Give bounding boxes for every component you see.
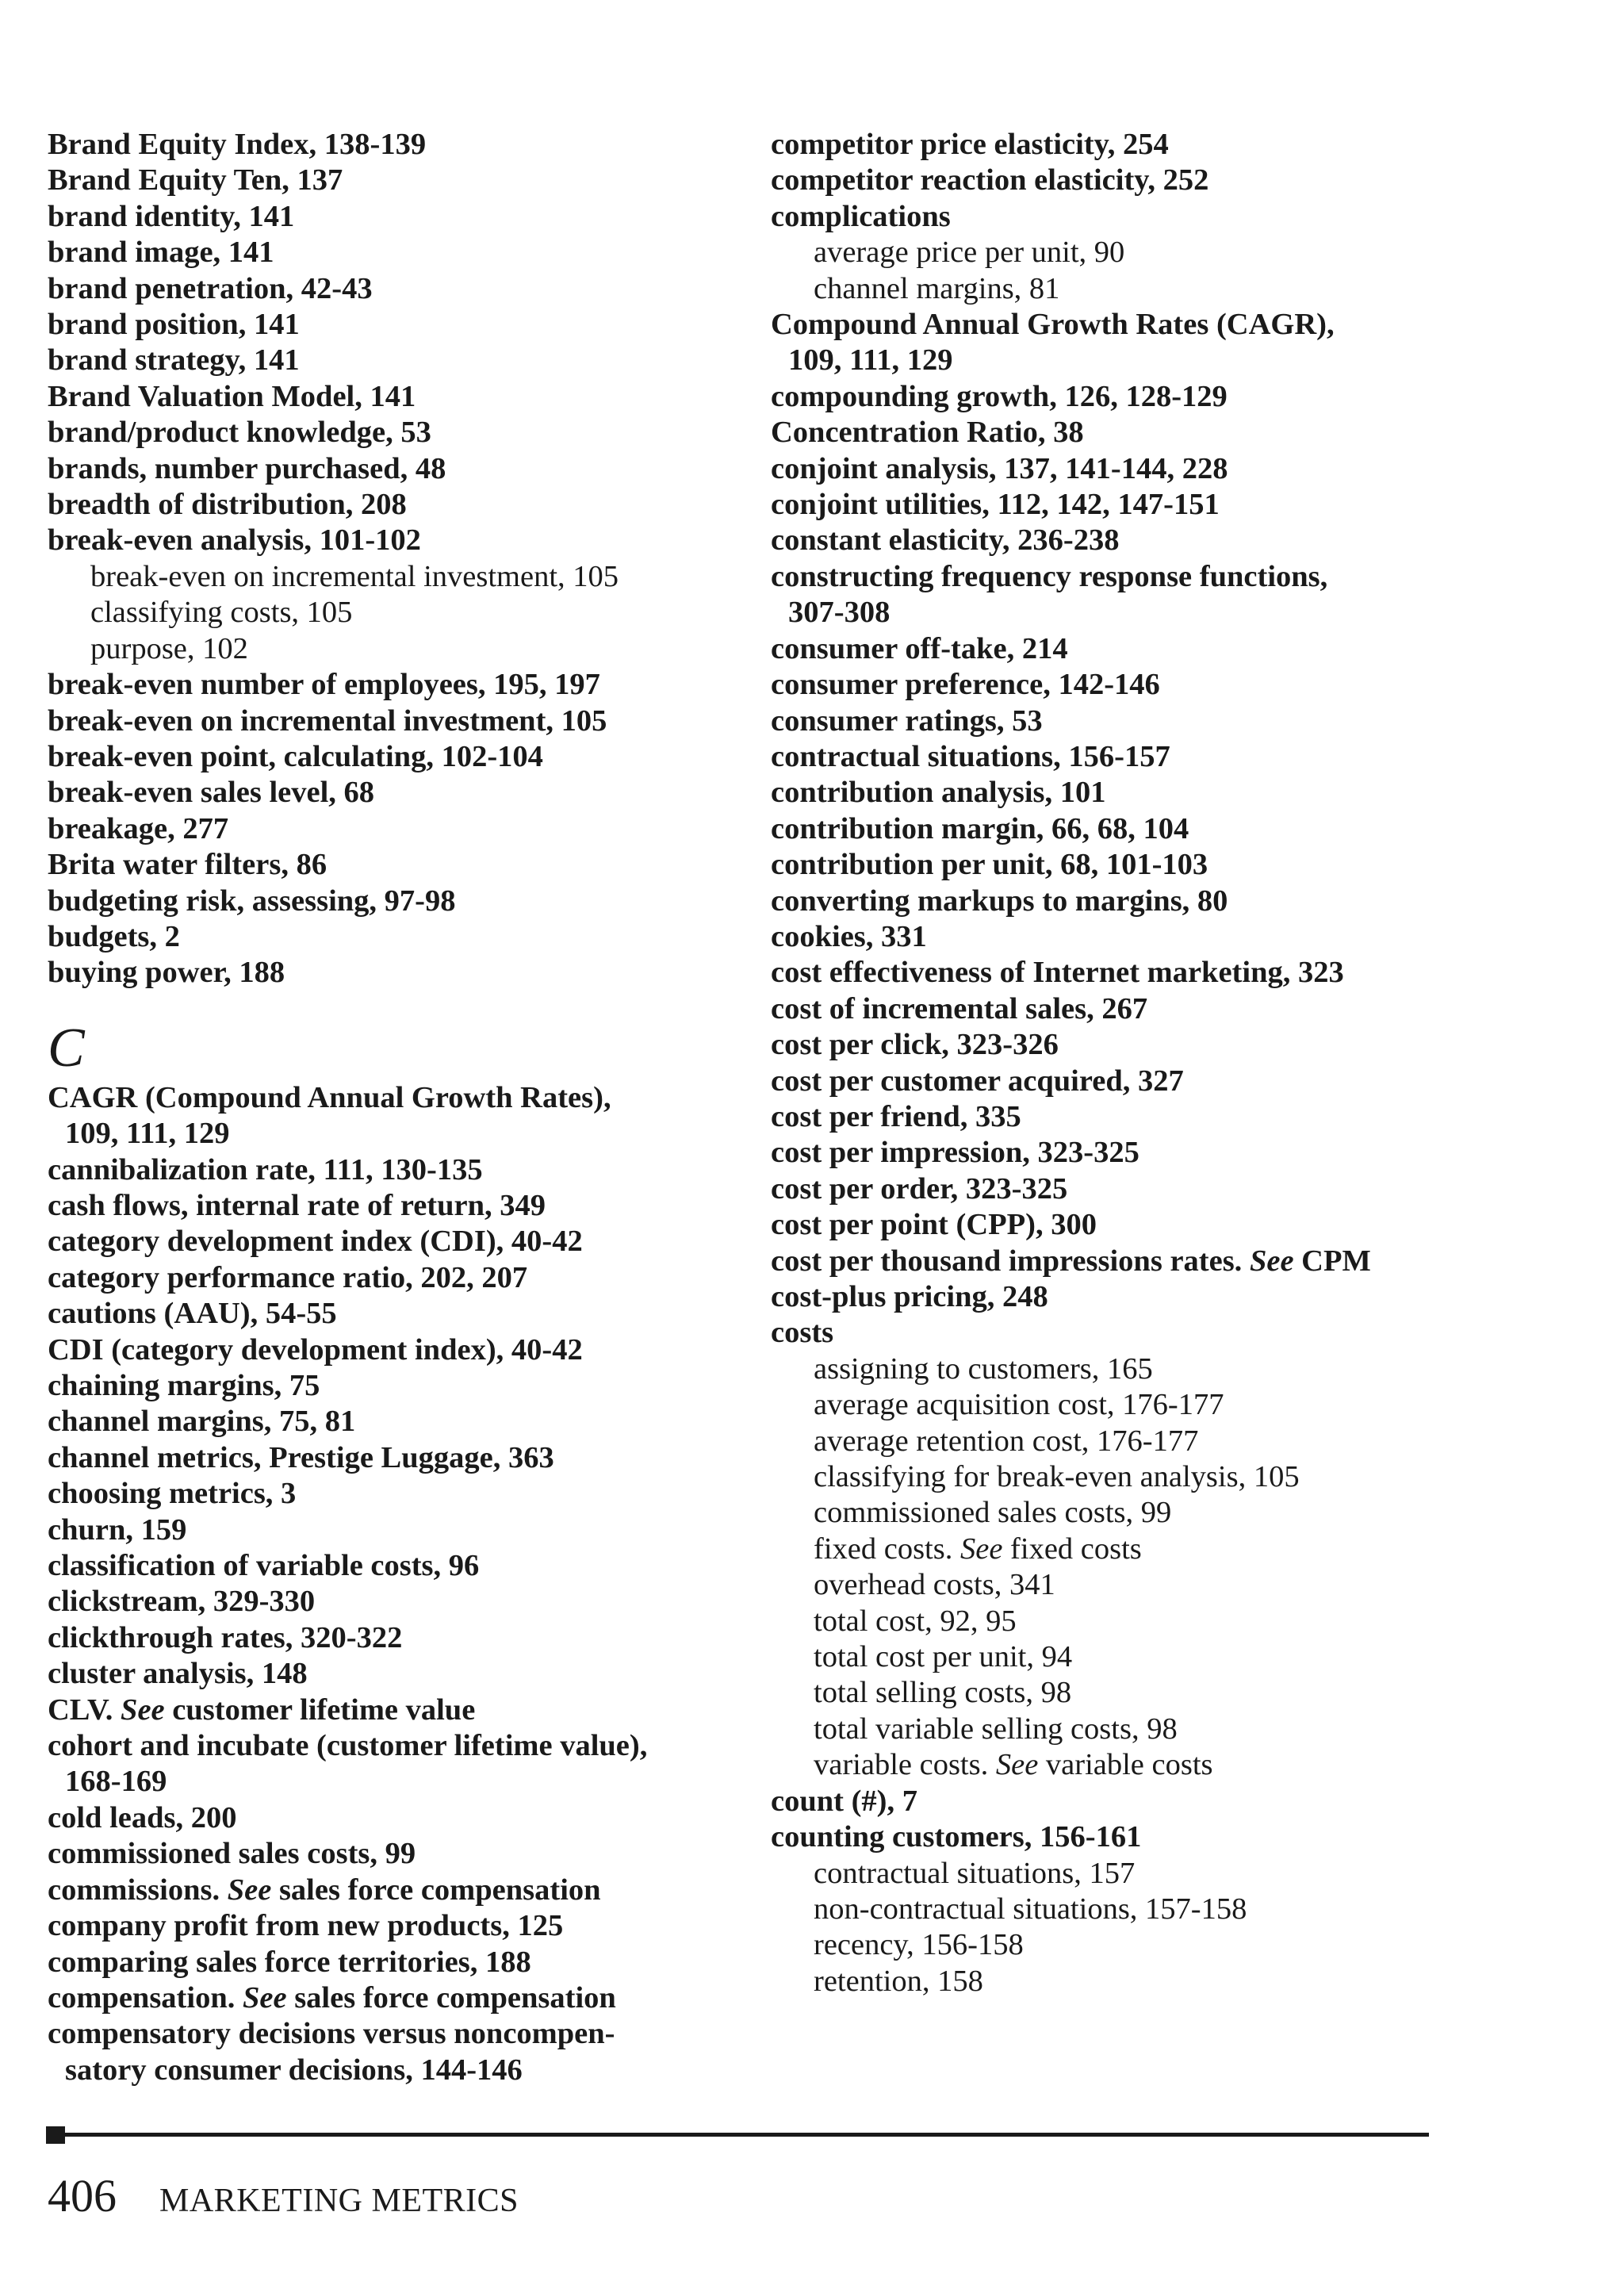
index-entry: cold leads, 200 <box>48 1800 237 1834</box>
index-subentry: average acquisition cost, 176-177 <box>814 1388 1224 1422</box>
see-reference: See <box>242 1980 287 2015</box>
index-subentry: non-contractual situations, 157-158 <box>814 1892 1247 1926</box>
see-target: sales force compensation <box>271 1873 601 1907</box>
index-entry: compensatory decisions versus noncompen- <box>48 2017 615 2051</box>
index-subentry: break-even on incremental investment, 105 <box>90 559 619 593</box>
index-entry: company profit from new products, 125 <box>48 1909 564 1943</box>
index-entry: conjoint analysis, 137, 141-144, 228 <box>771 451 1228 485</box>
index-entry: Concentration Ratio, 38 <box>771 416 1084 450</box>
see-target: sales force compensation <box>286 1980 616 2015</box>
index-entry: contractual situations, 156-157 <box>771 739 1170 773</box>
see-reference: See <box>121 1693 165 1727</box>
index-entry: budgeting risk, assessing, 97-98 <box>48 884 456 918</box>
index-entry: break-even on incremental investment, 105 <box>48 703 607 738</box>
index-subentry: assigning to customers, 165 <box>814 1351 1153 1386</box>
index-entry: channel metrics, Prestige Luggage, 363 <box>48 1440 554 1474</box>
index-column-left <box>48 127 730 2088</box>
index-entry: cash flows, internal rate of return, 349 <box>48 1188 546 1222</box>
index-entry <box>48 1693 730 1728</box>
index-entry: category development index (CDI), 40-42 <box>48 1225 583 1259</box>
index-entry: cost per point (CPP), 300 <box>771 1208 1097 1242</box>
index-entry: counting customers, 156-161 <box>771 1820 1142 1854</box>
index-entry: CAGR (Compound Annual Growth Rates), <box>48 1080 611 1114</box>
index-subentry <box>771 1532 1469 1567</box>
index-subentry <box>771 1747 1469 1783</box>
index-subentry: retention, 158 <box>814 1964 983 1998</box>
index-entry: cannibalization rate, 111, 130-135 <box>48 1152 483 1187</box>
index-entry: brand image, 141 <box>48 236 274 270</box>
index-entry-continuation: 307-308 <box>788 596 891 630</box>
entry-text: fixed costs. <box>814 1532 953 1566</box>
index-entry: classification of variable costs, 96 <box>48 1549 480 1583</box>
index-entry: converting markups to margins, 80 <box>771 884 1228 918</box>
index-entry: cost per click, 323-326 <box>771 1028 1059 1062</box>
index-entry: category performance ratio, 202, 207 <box>48 1260 528 1294</box>
index-entry: cautions (AAU), 54-55 <box>48 1297 337 1331</box>
index-entry: cost per impression, 323-325 <box>771 1136 1139 1170</box>
index-subentry: commissioned sales costs, 99 <box>814 1496 1172 1530</box>
index-entry: consumer ratings, 53 <box>771 703 1043 738</box>
index-entry: break-even analysis, 101-102 <box>48 523 421 558</box>
index-entry: consumer off-take, 214 <box>771 631 1068 665</box>
index-subentry: overhead costs, 341 <box>814 1568 1055 1602</box>
index-entry <box>771 1244 1469 1279</box>
see-target: CPM <box>1293 1244 1371 1278</box>
index-subentry: total selling costs, 98 <box>814 1676 1072 1710</box>
index-entry: break-even number of employees, 195, 197 <box>48 668 600 702</box>
index-entry: CDI (category development index), 40-42 <box>48 1332 583 1367</box>
index-entry: conjoint utilities, 112, 142, 147-151 <box>771 488 1220 522</box>
see-target: variable costs <box>1038 1748 1213 1782</box>
index-entry: Brand Valuation Model, 141 <box>48 379 416 413</box>
index-entry: cluster analysis, 148 <box>48 1657 308 1691</box>
index-entry: brand identity, 141 <box>48 199 295 233</box>
index-entry: breadth of distribution, 208 <box>48 488 407 522</box>
index-entry: complications <box>771 199 951 233</box>
index-entry: Brand Equity Ten, 137 <box>48 163 343 197</box>
index-entry: contribution margin, 66, 68, 104 <box>771 811 1189 845</box>
index-entry: budgets, 2 <box>48 919 180 953</box>
index-entry: brand strategy, 141 <box>48 343 300 378</box>
index-entry: Brand Equity Index, 138-139 <box>48 128 427 161</box>
index-entry: churn, 159 <box>48 1512 187 1547</box>
index-entry: cost per order, 323-325 <box>771 1171 1068 1206</box>
running-title: MARKETING METRICS <box>159 2183 519 2219</box>
index-entry-continuation: 109, 111, 129 <box>65 1117 230 1151</box>
index-entry: break-even sales level, 68 <box>48 776 375 810</box>
index-entry: buying power, 188 <box>48 956 285 990</box>
index-subentry: average retention cost, 176-177 <box>814 1424 1199 1458</box>
index-entry: constant elasticity, 236-238 <box>771 523 1120 558</box>
index-entry: choosing metrics, 3 <box>48 1477 297 1511</box>
entry-text: compensation. <box>48 1980 236 2015</box>
index-subentry: classifying costs, 105 <box>90 596 353 630</box>
index-subentry: average price per unit, 90 <box>814 236 1125 270</box>
entry-text: cost per thousand impressions rates. <box>771 1244 1243 1278</box>
index-subentry: purpose, 102 <box>90 631 248 665</box>
index-entry: competitor price elasticity, 254 <box>771 128 1169 161</box>
index-entry-continuation: satory consumer decisions, 144-146 <box>65 2053 523 2087</box>
index-entry: brand position, 141 <box>48 308 300 342</box>
index-entry-continuation: 109, 111, 129 <box>788 343 953 378</box>
see-target: fixed costs <box>1002 1532 1142 1566</box>
index-entry: cost of incremental sales, 267 <box>771 991 1148 1025</box>
index-entry: channel margins, 75, 81 <box>48 1405 356 1439</box>
index-entry: clickstream, 329-330 <box>48 1585 316 1619</box>
index-entry: compounding growth, 126, 128-129 <box>771 379 1228 413</box>
index-subentry: contractual situations, 157 <box>814 1856 1136 1890</box>
page-footer <box>48 2169 519 2222</box>
index-entry: Brita water filters, 86 <box>48 848 327 882</box>
index-entry: clickthrough rates, 320-322 <box>48 1620 403 1654</box>
index-entry: break-even point, calculating, 102-104 <box>48 739 543 773</box>
index-subentry: channel margins, 81 <box>814 271 1060 305</box>
footer-rule <box>48 2133 1429 2137</box>
index-entry-continuation: 168-169 <box>65 1765 167 1799</box>
index-subentry: total cost per unit, 94 <box>814 1640 1073 1674</box>
index-entry: brand/product knowledge, 53 <box>48 416 431 450</box>
index-entry: cost per friend, 335 <box>771 1099 1021 1133</box>
page-number: 406 <box>48 2170 117 2222</box>
index-entry: comparing sales force territories, 188 <box>48 1945 531 1979</box>
index-entry: chaining margins, 75 <box>48 1369 320 1402</box>
index-subentry: total variable selling costs, 98 <box>814 1712 1178 1746</box>
index-entry: breakage, 277 <box>48 811 229 845</box>
index-subentry: recency, 156-158 <box>814 1928 1024 1962</box>
index-subentry: total cost, 92, 95 <box>814 1604 1017 1638</box>
index-entry: brands, number purchased, 48 <box>48 451 446 485</box>
index-column-right <box>771 127 1469 1999</box>
index-entry: contribution analysis, 101 <box>771 776 1106 810</box>
index-subentry: classifying for break-even analysis, 105 <box>814 1460 1300 1494</box>
index-entry: cost-plus pricing, 248 <box>771 1280 1048 1313</box>
index-entry: cookies, 331 <box>771 919 927 953</box>
index-entry: cost per customer acquired, 327 <box>771 1064 1184 1098</box>
index-entry: cohort and incubate (customer lifetime value), <box>48 1729 648 1763</box>
index-entry: commissioned sales costs, 99 <box>48 1837 416 1871</box>
index-entry: Compound Annual Growth Rates (CAGR), <box>771 308 1335 342</box>
see-reference: See <box>227 1873 272 1907</box>
section-spacer <box>48 991 730 1017</box>
see-reference: See <box>1249 1244 1294 1278</box>
entry-text: commissions. <box>48 1873 220 1907</box>
index-entry: count (#), 7 <box>771 1784 917 1818</box>
index-entry: contribution per unit, 68, 101-103 <box>771 848 1208 882</box>
index-entry <box>48 1980 730 2016</box>
index-entry: cost effectiveness of Internet marketing, 323 <box>771 956 1344 990</box>
entry-text: variable costs. <box>814 1748 989 1782</box>
entry-text: CLV. <box>48 1693 113 1727</box>
index-entry: competitor reaction elasticity, 252 <box>771 163 1209 197</box>
see-reference: See <box>959 1532 1003 1566</box>
see-reference: See <box>995 1748 1039 1782</box>
index-entry: consumer preference, 142-146 <box>771 668 1160 702</box>
section-letter: C <box>48 1017 85 1079</box>
index-entry: brand penetration, 42-43 <box>48 271 373 305</box>
see-target: customer lifetime value <box>164 1693 476 1727</box>
index-entry: costs <box>771 1316 834 1350</box>
index-entry <box>48 1873 730 1908</box>
index-entry: constructing frequency response functions, <box>771 559 1328 593</box>
